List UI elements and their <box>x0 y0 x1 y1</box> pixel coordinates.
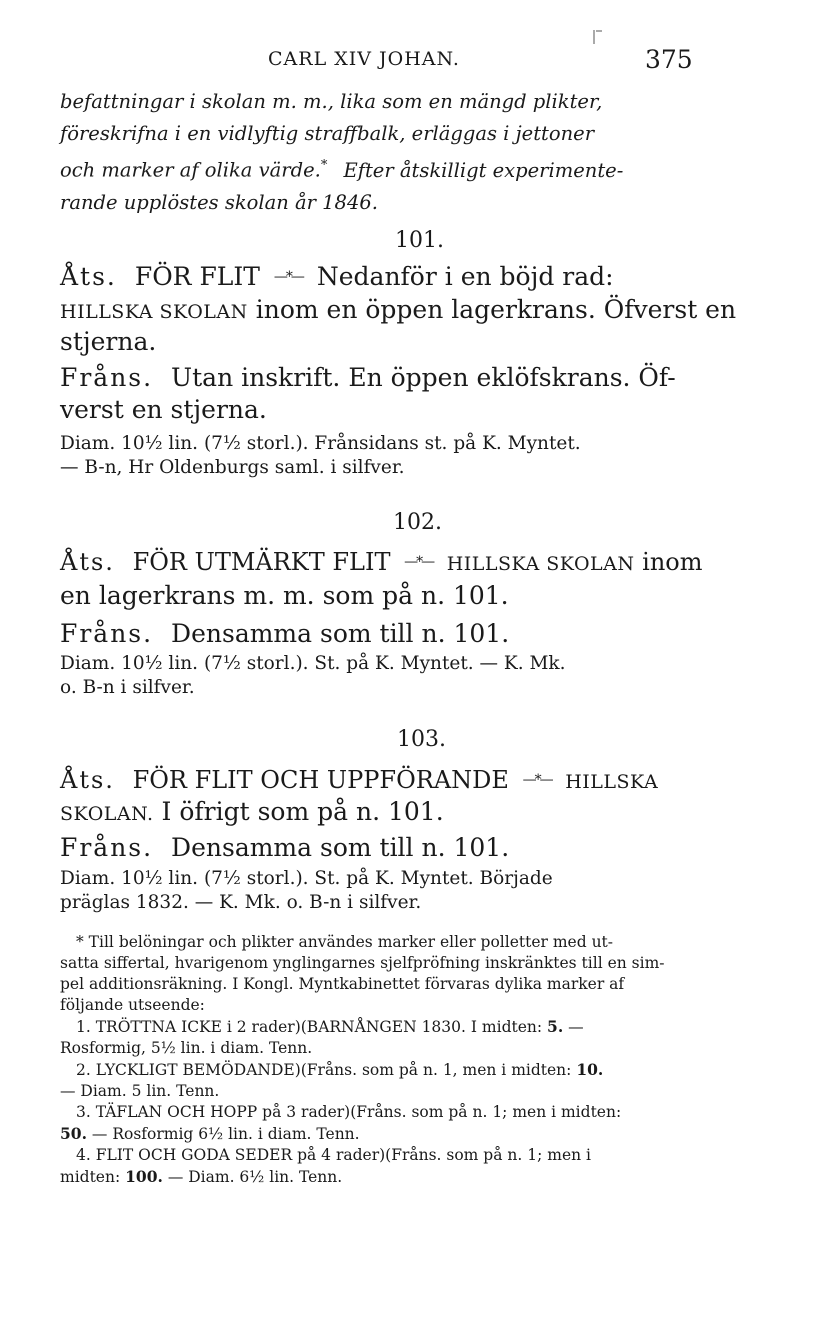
text-line: en lagerkrans m. m. som på n. 101. <box>60 581 509 610</box>
scan-mark <box>596 30 602 32</box>
footnote-line: 2. LYCKLIGT BEMÖDANDE)(Fråns. som på n. 1, men i midten: 10. <box>76 1060 604 1079</box>
entry-101-obverse: Åts. FÖR FLIT —*— Nedanför i en böjd rad: <box>60 262 614 291</box>
entry-number: 102. <box>393 510 442 535</box>
text-line: stjerna. <box>60 327 157 356</box>
intro-paragraph <box>60 86 623 219</box>
entry-number: 103. <box>397 727 446 752</box>
entry-103-reverse: Fråns. Densamma som till n. 101. <box>60 833 510 862</box>
scan-mark <box>593 30 595 44</box>
entry-102-reverse: Fråns. Densamma som till n. 101. <box>60 619 510 648</box>
footnote-line: 3. TÄFLAN OCH HOPP på 3 rader)(Fråns. som på n. 1; men i midten: <box>76 1103 622 1121</box>
entry-103-diameter: Diam. 10½ lin. (7½ storl.). St. på K. Myntet. Började <box>60 868 553 889</box>
text-line: — B-n, Hr Oldenburgs saml. i silfver. <box>60 457 405 478</box>
footnote-line: 4. FLIT OCH GODA SEDER på 4 rader)(Fråns. som på n. 1; men i <box>76 1146 591 1164</box>
entry-103-obverse: Åts. FÖR FLIT OCH UPPFÖRANDE —*— HILLSKA <box>60 766 659 794</box>
footnote-line: 50. — Rosformig 6½ lin. i diam. Tenn. <box>60 1124 360 1143</box>
entry-102-diameter: Diam. 10½ lin. (7½ storl.). St. på K. Myntet. — K. Mk. <box>60 653 566 674</box>
footnote-line: pel additionsräkning. I Kongl. Myntkabinettet förvaras dylika marker af <box>60 975 625 993</box>
footnote-line: * Till belöningar och plikter användes marker eller polletter med ut- <box>76 933 614 951</box>
footnote-line: midten: 100. — Diam. 6½ lin. Tenn. <box>60 1167 343 1186</box>
footnote <box>60 932 665 1188</box>
running-header: CARL XIV JOHAN. <box>268 48 460 70</box>
star-divider-icon: —*— <box>273 269 303 285</box>
footnote-line: Rosformig, 5½ lin. i diam. Tenn. <box>60 1039 313 1057</box>
text-line: och marker af olika värde.* Efter åtskilligt experimente- <box>60 158 624 182</box>
text-line: befattningar i skolan m. m., lika som en mängd plikter, <box>60 90 603 113</box>
footnote-line: — Diam. 5 lin. Tenn. <box>60 1082 220 1100</box>
text-line: HILLSKA SKOLAN inom en öppen lagerkrans. Öfverst en <box>60 295 737 324</box>
footnote-line: 1. TRÖTTNA ICKE i 2 rader)(BARNÅNGEN 1830. I midten: 5. — <box>76 1017 584 1036</box>
footnote-line: satta siffertal, hvarigenom ynglingarnes sjelfpröfning inskränktes till en sim- <box>60 954 665 972</box>
text-line: SKOLAN. I öfrigt som på n. 101. <box>60 797 444 826</box>
footnote-line: följande utseende: <box>60 996 205 1014</box>
page-number: 375 <box>645 45 693 74</box>
text-line: rande upplöstes skolan år 1846. <box>60 190 378 214</box>
text-line: präglas 1832. — K. Mk. o. B-n i silfver. <box>60 892 422 913</box>
text-line: verst en stjerna. <box>60 395 267 424</box>
star-divider-icon: —*— <box>522 772 552 788</box>
text-line: föreskrifna i en vidlyftig straffbalk, erläggas i jettoner <box>60 122 595 145</box>
entry-102-obverse: Åts. FÖR UTMÄRKT FLIT —*— HILLSKA SKOLAN inom <box>60 548 703 576</box>
text-line: o. B-n i silfver. <box>60 677 195 698</box>
entry-101-diameter: Diam. 10½ lin. (7½ storl.). Frånsidans st. på K. Myntet. <box>60 433 581 454</box>
footnote-marker: * <box>320 158 328 173</box>
star-divider-icon: —*— <box>404 554 434 570</box>
entry-number: 101. <box>395 228 444 253</box>
entry-101-reverse: Fråns. Utan inskrift. En öppen eklöfskrans. Öf- <box>60 363 676 392</box>
